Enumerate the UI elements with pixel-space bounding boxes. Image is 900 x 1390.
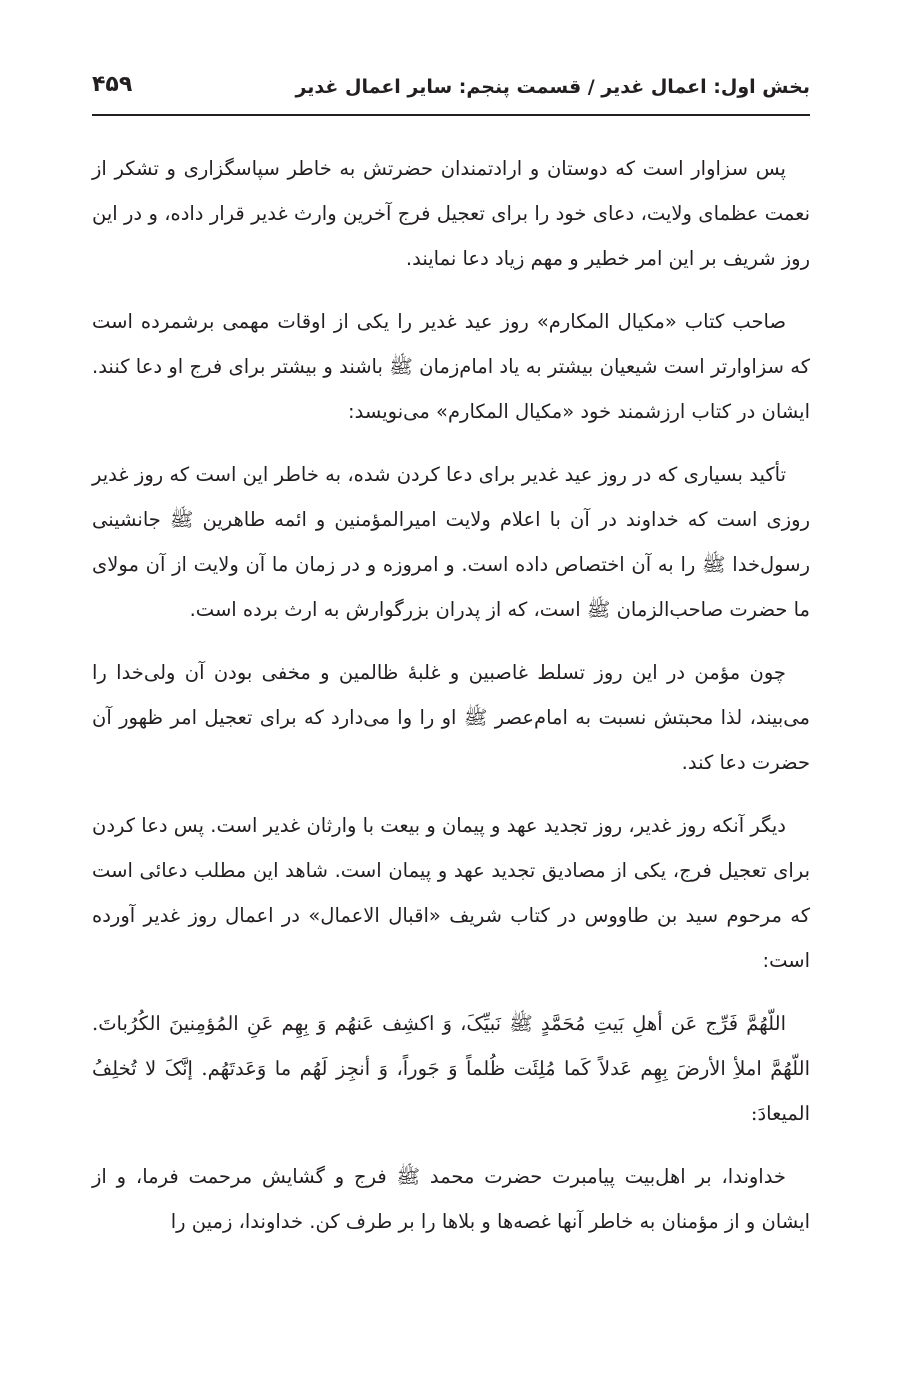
book-page <box>92 70 810 1370</box>
page-number: ۴۵۹ <box>92 72 133 97</box>
running-header <box>92 70 810 116</box>
arabic-supplication: اللّهُمَّ فَرِّج عَن أهلِ بَیتِ مُحَمَّدٍ ﷺ نَبیِّکَ، وَ اکشِف عَنهُم وَ بِهِم عَنِ المُؤمِنینَ الکُرُباتَ. اللّهُمَّ املأِ الأرضَ بِهِم عَدلاً کَما مُلِئَت ظُلماً وَ جَوراً، وَ أنجِز لَهُم ما وَعَدتَهُم. إنَّکَ لا تُخلِفُ المیعادَ: <box>92 1012 810 1125</box>
paragraph-3-quote: تأکید بسیاری که در روز عید غدیر برای دعا کردن شده، به خاطر این است که روز غدیر روزی است که خداوند در آن با اعلام ولایت امیرالمؤمنین و ائمه طاهرین ﷺ جانشینی رسول‌خدا ﷺ را به آن اختصاص داده است. و امروزه و در زمان ما آن ولایت از آن مولای ما حضرت صاحب‌الزمان ﷺ است، که از پدران بزرگوارش به ارث برده است. <box>92 463 810 621</box>
header-title: بخش اول: اعمال غدیر / قسمت پنجم: سایر اعمال غدیر <box>295 76 810 98</box>
supplication-translation: خداوندا، بر اهل‌بیت پیامبرت حضرت محمد ﷺ فرج و گشایش مرحمت فرما، و از ایشان و از مؤمنان به خاطر آنها غصه‌ها و بلاها را بر طرف کن. خداوندا، زمین را <box>92 1165 810 1233</box>
paragraph-4: چون مؤمن در این روز تسلط غاصبین و غلبهٔ ظالمین و مخفی بودن آن ولی‌خدا را می‌بیند، لذا محبتش نسبت به امام‌عصر ﷺ او را وا می‌دارد که برای تعجیل امر ظهور آن حضرت دعا کند. <box>92 661 810 774</box>
paragraph-1: پس سزاوار است که دوستان و ارادتمندان حضرتش به خاطر سپاسگزاری و تشکر از نعمت عظمای ولایت، دعای خود را برای تعجیل فرج آخرین وارث غدیر قرار داده، و در این روز شریف بر این امر خطیر و مهم زیاد دعا نمایند. <box>92 157 810 270</box>
body-text <box>92 146 810 1244</box>
paragraph-2: صاحب کتاب «مکیال المکارم» روز عید غدیر را یکی از اوقات مهمی برشمرده است که سزاوارتر است شیعیان بیشتر به یاد امام‌زمان ﷺ باشند و بیشتر برای فرج او دعا کنند. ایشان در کتاب ارزشمند خود «مکیال المکارم» می‌نویسد: <box>92 310 810 423</box>
paragraph-5: دیگر آنکه روز غدیر، روز تجدید عهد و پیمان و بیعت با وارثان غدیر است. پس دعا کردن برای تعجیل فرج، یکی از مصادیق تجدید عهد و پیمان است. شاهد این مطلب دعائی است که مرحوم سید بن طاووس در کتاب شریف «اقبال الاعمال» در اعمال روز غدیر آورده است: <box>92 814 810 972</box>
